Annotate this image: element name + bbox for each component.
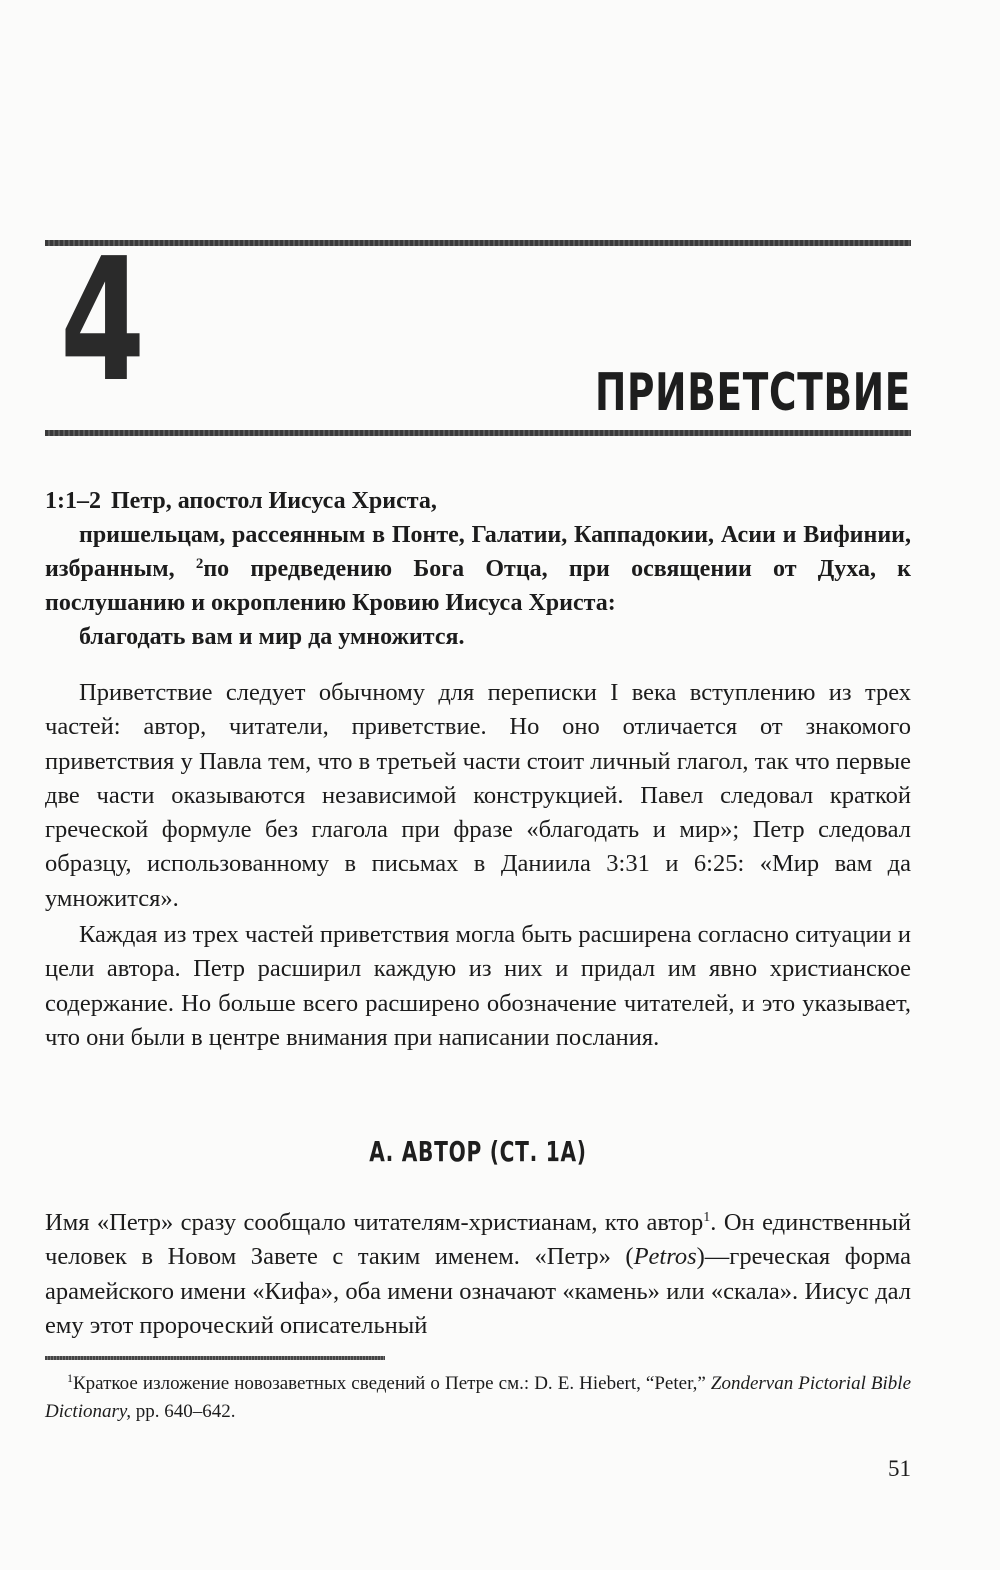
paragraph-1: Приветствие следует обычному для переписки I века вступлению из трех частей: автор, читатели, приветствие. Но оно отличается от знакомого приветствия у Павла тем, что в третьей части стоит личный глагол, так что первые две части оказываются независимой конструкцией. Павел следовал краткой греческой формуле без глагола при фразе «благодать и мир»; Петр следовал образцу, использованному в письмах в Даниила 3:31 и 6:25: «Мир вам да умножится». (45, 679, 911, 912)
paragraph-3-a: Имя «Петр» сразу сообщало читателям-христианам, кто автор (45, 1209, 704, 1236)
footnote (45, 1370, 911, 1426)
footnote-rule (45, 1356, 385, 1360)
footnote-italic: Zondervan Pictorial Bible Dictionary, (45, 1373, 912, 1422)
footnote-marker: 1 (703, 1210, 711, 1225)
paragraph-3-b: . Он единственный человек в Новом Завете с таким именем. «Петр» ( (45, 1209, 911, 1271)
page-number: 51 (888, 1456, 911, 1481)
paragraph-3-c: )—греческая форма арамейского имени «Кифа», оба имени означают «камень» или «скала». Иисус дал ему этот пророческий описательный (45, 1243, 911, 1339)
section-heading-text: А. АВТОР (СТ. 1А) (369, 1135, 587, 1168)
scripture-line-3: благодать вам и мир да умножится. (79, 624, 465, 650)
chapter-bottom-rule (45, 430, 911, 436)
scripture-line-1-text: Петр, апостол Иисуса Христа, (111, 488, 437, 514)
scripture-line-1 (45, 484, 911, 518)
footnote-text: Краткое изложение новозаветных сведений о Петре см.: D. E. Hiebert, “Peter,” (73, 1373, 711, 1394)
paragraph-3 (45, 1206, 911, 1343)
paragraph-3-italic: Petros (633, 1243, 697, 1271)
paragraph-2: Каждая из трех частей приветствия могла быть расширена согласно ситуации и цели автора. Петр расширил каждую из них и придал им явно христианское содержание. Но больше всего расширено обозначение читателей, и это указывает, что они были в центре внимания при написании послания. (45, 921, 911, 1051)
section-heading (0, 1135, 956, 1168)
scripture-quote (45, 484, 911, 654)
scripture-reference: 1:1–2 (45, 488, 101, 514)
scripture-line-2 (45, 518, 911, 620)
footnote-mark: 1 (67, 1371, 73, 1385)
footnote-tail: pp. 640–642. (131, 1401, 236, 1422)
chapter-top-rule (45, 240, 911, 246)
scripture-line-2b: по предведению Бога Отца, при освящении от Духа, к послушанию и окроплению Кровию Иисуса Христа: (45, 556, 912, 616)
scripture-line-2a: пришельцам, рассеянным в Понте, Галатии, Каппадокии, Асии и Вифинии, избранным, (45, 522, 911, 582)
verse-number: 2 (195, 556, 204, 572)
chapter-title: ПРИВЕТСТВИЕ (594, 363, 911, 423)
chapter-number: 4 (60, 222, 143, 420)
